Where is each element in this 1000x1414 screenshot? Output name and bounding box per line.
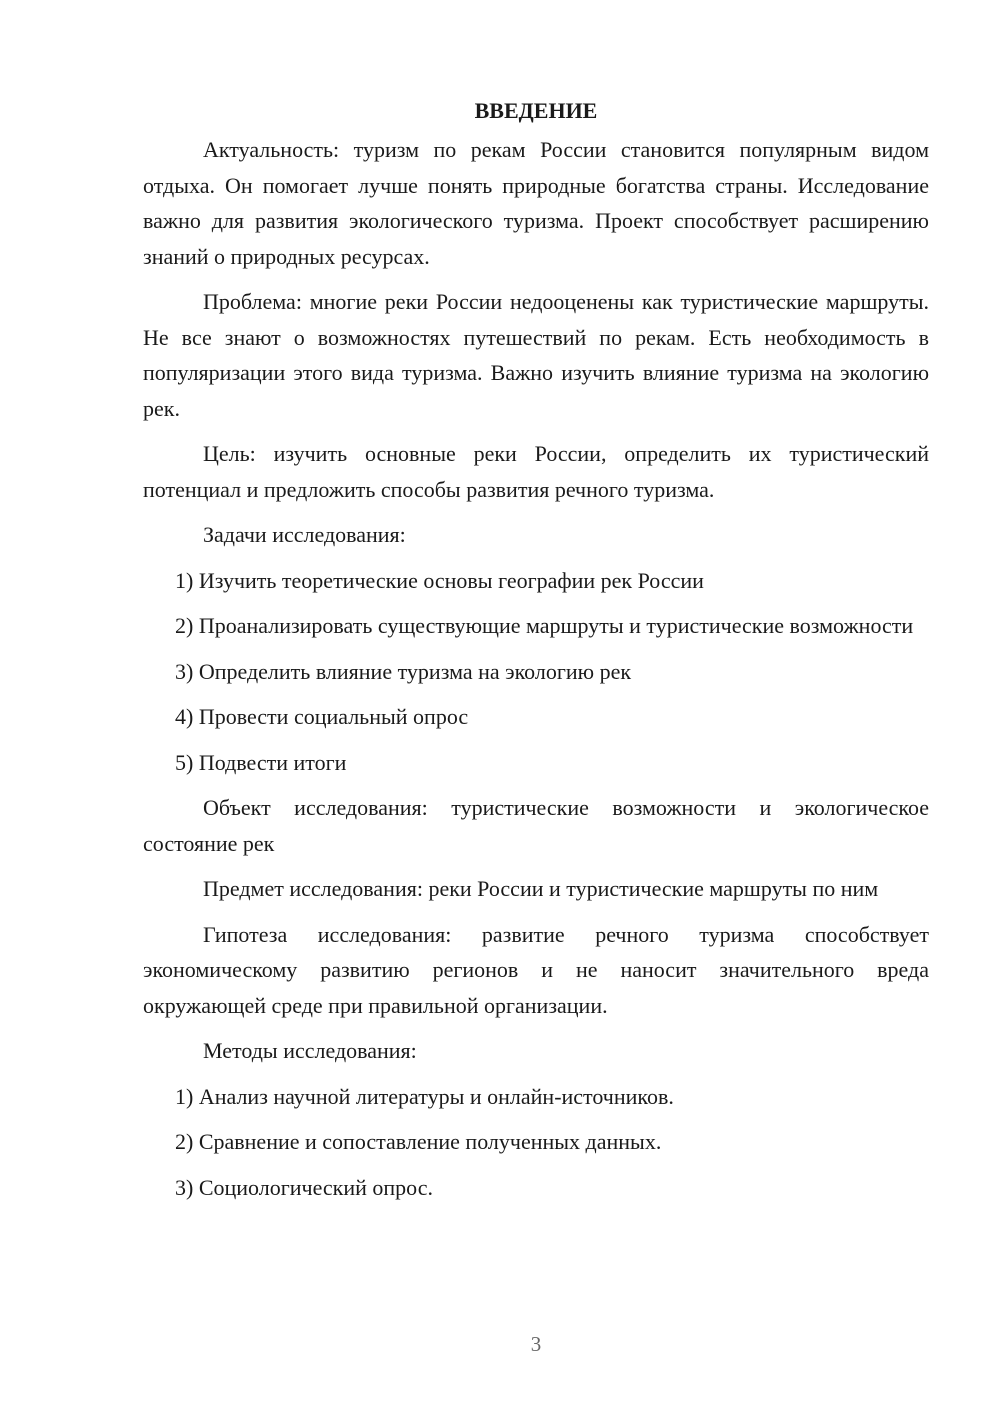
paragraph-subject: Предмет исследования: реки России и туристические маршруты по ним xyxy=(203,876,879,901)
method-item-3: 3) Социологический опрос. xyxy=(175,1174,433,1200)
section-title: ВВЕДЕНИЕ xyxy=(474,98,598,123)
paragraph-relevance: Актуальность: туризм по рекам России становится популярным видом отдыха. Он помогает лучше понять природные богатства страны. Исследование важно для развития экологического туризма. Проект способствует расширению знаний о природных ресурсах. xyxy=(143,137,929,269)
paragraph-goal: Цель: изучить основные реки России, определить их туристический потенциал и предложить способы развития речного туризма. xyxy=(143,441,929,502)
task-item-4: 4) Провести социальный опрос xyxy=(175,704,469,729)
task-item-3: 3) Определить влияние туризма на экологию рек xyxy=(175,658,632,684)
paragraph-tasks-heading: Задачи исследования: xyxy=(203,522,406,547)
task-item-5: 5) Подвести итоги xyxy=(175,749,347,775)
paragraph-hypothesis: Гипотеза исследования: развитие речного туризма способствует экономическому развитию регионов и не наносит значительного вреда окружающей среде при правильной организации. xyxy=(143,921,929,1018)
paragraph-methods-heading: Методы исследования: xyxy=(203,1038,417,1063)
page-number: 3 xyxy=(530,1332,542,1356)
document-page xyxy=(143,94,929,1215)
method-item-1: 1) Анализ научной литературы и онлайн-источников. xyxy=(175,1083,674,1109)
paragraph-problem: Проблема: многие реки России недооценены как туристические маршруты. Не все знают о возможностях путешествий по рекам. Есть необходимость в популяризации этого вида туризма. Важно изучить влияние туризма на экологию рек. xyxy=(143,289,929,421)
task-item-1: 1) Изучить теоретические основы географии рек России xyxy=(175,567,704,593)
method-item-2: 2) Сравнение и сопоставление полученных данных. xyxy=(175,1129,662,1154)
paragraph-object: Объект исследования: туристические возможности и экологическое состояние рек xyxy=(143,795,929,856)
task-item-2: 2) Проанализировать существующие маршруты и туристические возможности xyxy=(175,613,914,638)
